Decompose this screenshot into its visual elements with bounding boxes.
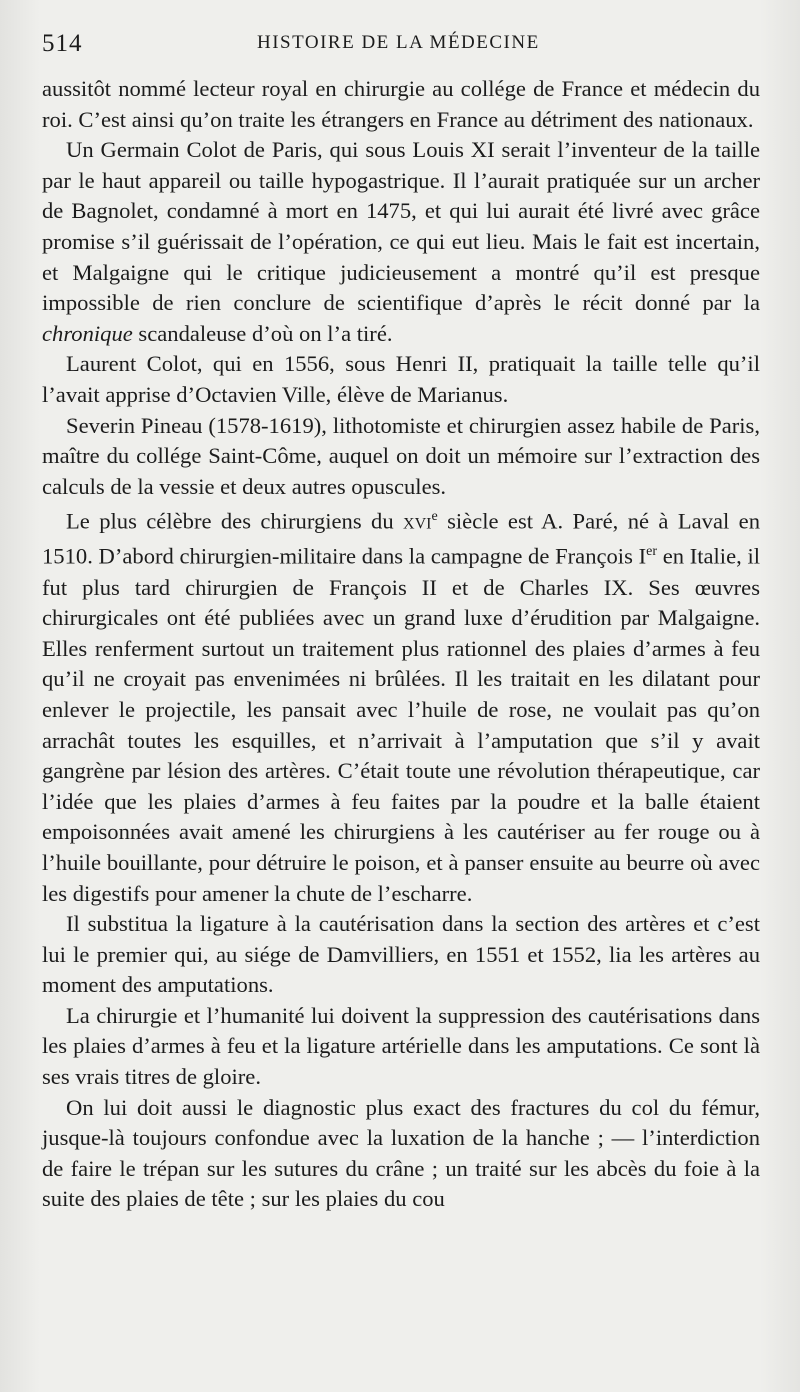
italic-word: chronique [42,320,133,346]
paragraph: Severin Pineau (1578-1619), lithotomiste et chirurgien assez habile de Paris, maître du collége Saint-Côme, auquel on doit un mémoire sur l’extraction des calculs de la vessie et deux autres opuscules. [42,412,760,499]
paragraph: Laurent Colot, qui en 1556, sous Henri II, pratiquait la taille telle qu’il l’avait apprise d’Octavien Ville, élève de Marianus. [42,351,760,407]
paragraph: Un Germain Colot de Paris, qui sous Louis XI serait l’inventeur de la taille par le haut appareil ou taille hypogastrique. Il l’aurait pratiquée sur un archer de Bagnolet, condamné à mort en 1475, et qui lui aurait été livré avec grâce promise s’il guérissait de l’opération, ce qui eut lieu. Mais le fait est incertain, et Malgaigne qui le critique judicieusement a montré qu’il est presque impossible de rien conclure de scientifique d’après le récit donné par la chronique scandaleuse d’où on l’a tiré. [42,137,760,346]
paragraph: La chirurgie et l’humanité lui doivent la suppression des cautérisations dans les plaies d’armes à feu et la ligature artérielle dans les amputations. Ce sont là ses vrais titres de gloire. [42,1002,760,1090]
paragraph: Le plus célèbre des chirurgiens du xvi$^e$ siècle est A. Paré, né à Laval en 1510. D’abord chirurgien-militaire dans la campagne de François Ier en Italie, il fut plus tard chirurgien de François II et de Charles IX. Ses œuvres chirurgicales ont été publiées avec un grand luxe d’érudition par Malgaigne. Elles renferment surtout un traitement plus rationnel des plaies d’armes à feu qu’il ne croyait pas envenimées ni brûlées. Il les traitait en les dilatant pour enlever le projectile, les pansait avec l’huile de rose, ne voulait pas qu’on arrachât toutes les esquilles, et n’arrivait à l’amputation que s’il y avait gangrène par lésion des artères. C’était toute une révolution thérapeutique, car l’idée que les plaies d’armes à feu faites par la poudre et la balle étaient empoisonnées avait amené les chirurgiens à les cautériser au fer rouge ou à l’huile bouillante, pour détruire le poison, et à panser ensuite au beurre où avec les digestifs pour amener la chute de l’escharre. [42,508,761,906]
superscript: e [431,509,438,525]
paragraph: Il substitua la ligature à la cautérisation dans la section des artères et c’est lui le premier qui, au siége de Damvilliers, en 1551 et 1552, lia les artères au moment des amputations. [42,911,760,998]
running-title: HISTOIRE DE LA MÉDECINE [257,32,540,53]
page-number: 514 [42,30,83,57]
page-header [42,30,758,60]
paragraph: On lui doit aussi le diagnostic plus exact des fractures du col du fémur, jusque-là toujours confondue avec la luxation de la hanche ; — l’interdiction de faire le trépan sur les sutures du crâne ; un traité sur les abcès du foie à la suite des plaies de tête ; sur les plaies du cou [42,1094,760,1212]
paragraph: aussitôt nommé lecteur royal en chirurgie au collége de France et médecin du roi. C’est ainsi qu’on traite les étrangers en France au détriment des nationaux. [42,76,760,132]
body-text [42,74,760,1215]
century-numeral: xvi [403,508,432,534]
superscript: er [646,544,657,560]
